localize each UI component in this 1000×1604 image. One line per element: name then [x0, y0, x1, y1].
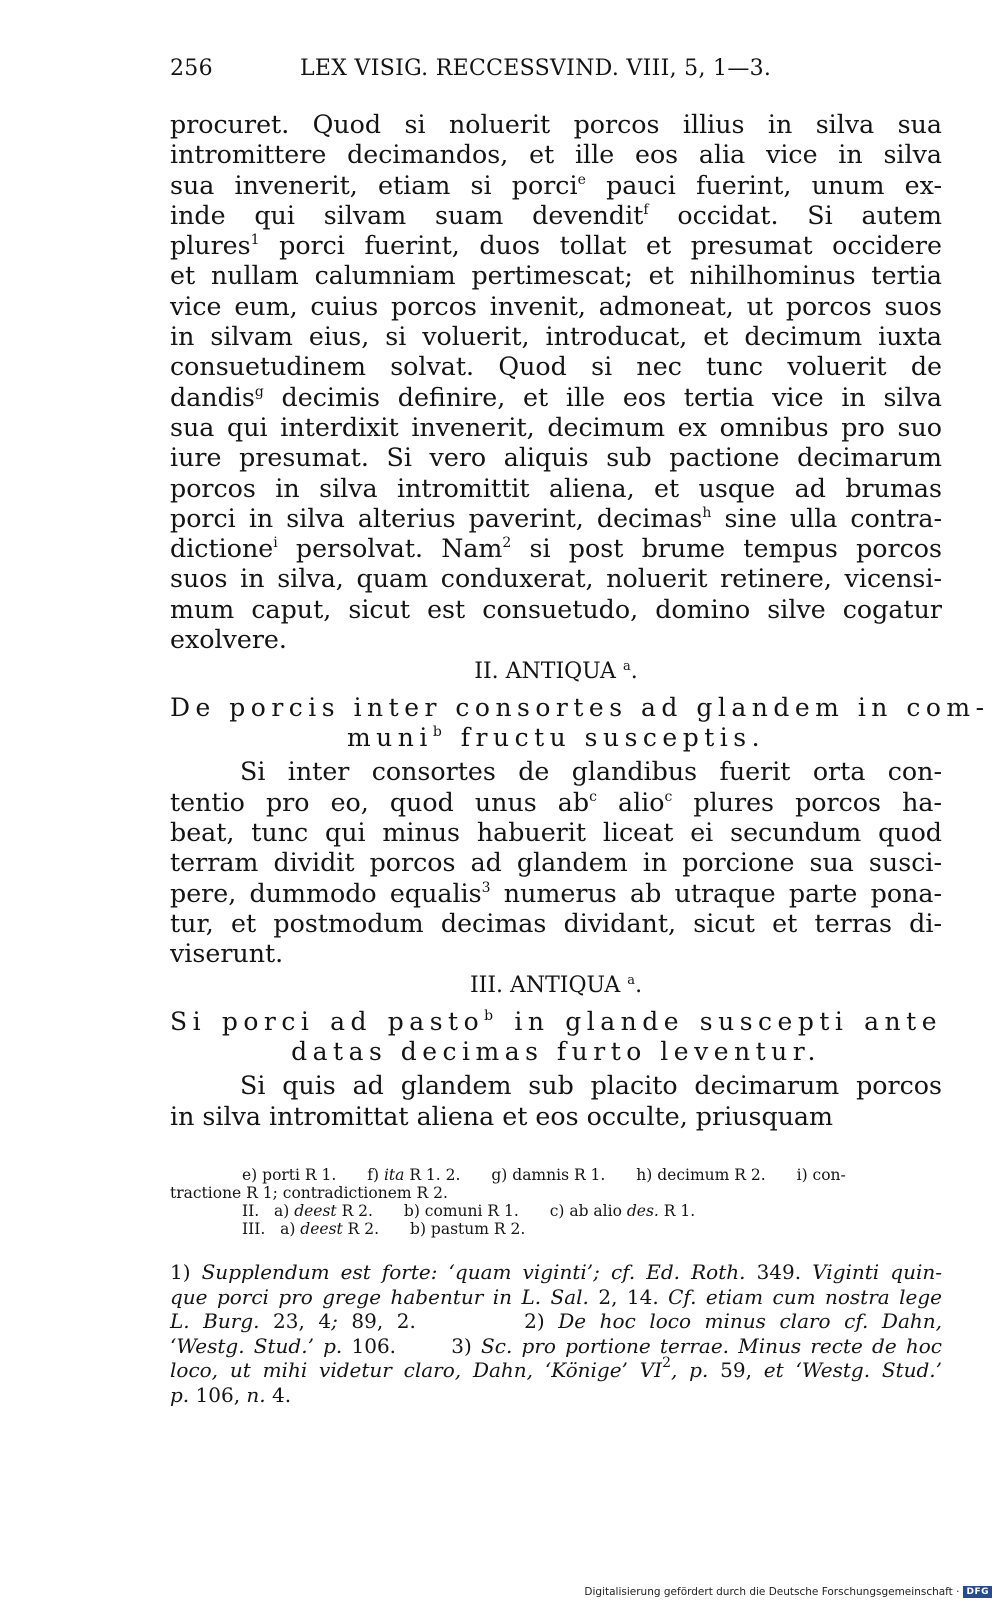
- text-run: sua invenerit, etiam si porci: [170, 170, 578, 200]
- variant-notes-row-3: II. a) deest R 2. b) comuni R 1. c) ab alio des. R 1.: [242, 1202, 696, 1221]
- para1-line-9: consuetudinem solvat. Quod si nec tunc voluerit de: [170, 352, 942, 382]
- footnote-line-3: L. Burg. 23, 4; 89, 2. 2) De hoc loco minus claro cf. Dahn,: [170, 1309, 943, 1334]
- text-run: tentio pro eo, quod unus ab: [170, 787, 590, 817]
- para1-line-8: in silvam eius, si voluerit, introducat, et decimum iuxta: [170, 322, 942, 352]
- note-marker: e: [577, 171, 586, 188]
- rubric-iii-line-2: datas decimas furto leventur.: [291, 1037, 821, 1067]
- note-marker: 1: [250, 232, 260, 249]
- rubric-ii-line-2: muni$^b$ fructu susceptis.: [346, 723, 766, 753]
- para2-line-4: terram dividit porcos ad glandem in porcione sua susci-: [170, 848, 942, 878]
- credit-text: Digitalisierung gefördert durch die Deutsche Forschungsgemeinschaft ·: [584, 1586, 960, 1598]
- footnotes: [170, 1260, 942, 1407]
- footnote-line-2: que porci pro grege habentur in L. Sal. 2, 14. Cf. etiam cum nostra lege: [170, 1284, 942, 1309]
- text-run: plures porcos ha-: [672, 787, 942, 817]
- para1-line-10: [170, 383, 942, 413]
- para2-line-1: Si inter consortes de glandibus fuerit orta con-: [240, 757, 942, 787]
- note-marker: i: [273, 535, 278, 552]
- running-title: LEX VISIG. RECCESSVIND. VIII, 5, 1—3.: [300, 56, 772, 81]
- text-run: alio: [596, 787, 665, 817]
- rubric-iii-line-1: Si porci ad pasto$^b$ in glande suscepti ante: [170, 1007, 942, 1037]
- running-header: [170, 56, 942, 88]
- rubric-iii: [170, 1007, 942, 1067]
- text-run: occidat. Si autem: [648, 200, 942, 230]
- rubric-ii-line-1: De porcis inter consortes ad glandem in com-: [170, 693, 990, 723]
- footnote-line-6: p. 106, n. 4.: [170, 1382, 292, 1407]
- text-run: pere, dummodo equalis: [170, 878, 482, 908]
- para1-line-1: procuret. Quod si noluerit porcos illius in silva sua: [170, 110, 942, 139]
- law-text-paragraph-3: [170, 1071, 942, 1132]
- footnote-line-5: loco, ut mihi videtur claro, Dahn, ‘Könige’ $VI^2$, p. 59, et ‘Westg. Stud.’: [170, 1355, 942, 1383]
- text-run: porci in silva alterius paverint, decimas: [170, 503, 703, 533]
- note-marker: g: [254, 383, 264, 400]
- para2-line-2: [170, 788, 942, 818]
- para1-line-17: mum caput, sicut est consuetudo, domino silve cogatur: [170, 594, 942, 624]
- para1-line-3: [170, 171, 942, 201]
- text-run: dandis: [170, 382, 255, 412]
- para1-line-4: [170, 201, 942, 231]
- variant-notes-row-1: e) porti R 1. f) ita R 1. 2. g) damnis R 1. h) decimum R 2. i) con-: [242, 1166, 846, 1185]
- footnote-line-1: 1) Supplendum est forte: ‘quam viginti’; cf. Ed. Roth. 349. Viginti quin-: [170, 1260, 943, 1285]
- text-run: sine ulla contra-: [711, 503, 943, 533]
- note-marker: f: [643, 201, 649, 218]
- text-run: decimis definire, et ille eos tertia vice in silva: [263, 382, 942, 412]
- footnote-line-4: ‘Westg. Stud.’ p. 106. 3) Sc. pro portione terrae. Minus recte de hoc: [170, 1333, 943, 1358]
- rubric-ii: [170, 693, 990, 753]
- note-marker: h: [702, 504, 712, 521]
- variant-notes-row-4: III. a) deest R 2. b) pastum R 2.: [242, 1220, 526, 1239]
- text-run: pauci fuerint, unum ex-: [585, 170, 942, 200]
- para1-line-5: [170, 231, 942, 261]
- text-run: persolvat. Nam: [277, 534, 503, 564]
- para1-line-6: et nullam calumniam pertimescat; et nihilhominus tertia: [170, 261, 942, 291]
- para1-line-15: [170, 534, 942, 564]
- section-heading-iii: III. ANTIQUA $^a$.: [469, 973, 643, 999]
- note-marker: 3: [481, 879, 491, 896]
- section-heading-ii: II. ANTIQUA $^a$.: [474, 659, 638, 685]
- dfg-logo: DFG: [963, 1586, 992, 1598]
- para1-line-12: iure presumat. Si vero aliquis sub pactione decimarum: [170, 443, 942, 473]
- para1-line-11: sua qui interdixit invenerit, decimum ex omnibus pro suo: [170, 412, 942, 442]
- variant-notes-row-2: tractione R 1; contradictionem R 2.: [170, 1184, 448, 1203]
- para2-line-5: [170, 879, 942, 909]
- note-marker: 2: [502, 535, 512, 552]
- text-run: porci fuerint, duos tollat et presumat occidere: [259, 231, 942, 261]
- para2-line-3: beat, tunc qui minus habuerit liceat ei secundum quod: [170, 817, 942, 847]
- para1-line-16: suos in silva, quam conduxerat, noluerit retinere, vicensi-: [170, 564, 942, 594]
- note-marker: c: [589, 788, 597, 805]
- para1-line-14: [170, 504, 942, 534]
- text-run: plures: [170, 231, 251, 261]
- text-run: dictione: [170, 534, 274, 564]
- para3-line-1: Si quis ad glandem sub placito decimarum porcos: [240, 1071, 942, 1101]
- text-run: inde qui silvam suam devendit: [170, 200, 644, 230]
- para3-line-2: in silva intromittat aliena et eos occulte, priusquam: [170, 1101, 833, 1131]
- text-run: si post brume tempus porcos: [511, 534, 942, 564]
- page: [170, 56, 990, 1407]
- law-text-paragraph-2: [170, 757, 942, 969]
- note-marker: c: [664, 788, 673, 805]
- para2-line-6: tur, et postmodum decimas dividant, sicut et terras di-: [170, 908, 942, 938]
- para1-line-7: vice eum, cuius porcos invenit, admoneat, ut porcos suos: [170, 291, 942, 321]
- page-number: 256: [170, 56, 213, 81]
- para1-line-2: intromittere decimandos, et ille eos alia vice in silva: [170, 140, 942, 170]
- para1-line-18: exolvere.: [170, 625, 287, 655]
- para1-line-13: porcos in silva intromittit aliena, et usque ad brumas: [170, 473, 942, 503]
- para2-line-7: viserunt.: [170, 939, 284, 969]
- text-run: numerus ab utraque parte pona-: [490, 878, 942, 908]
- variant-notes: [170, 1166, 942, 1238]
- law-text-paragraph-1: [170, 110, 942, 655]
- digitization-credit: [584, 1586, 992, 1598]
